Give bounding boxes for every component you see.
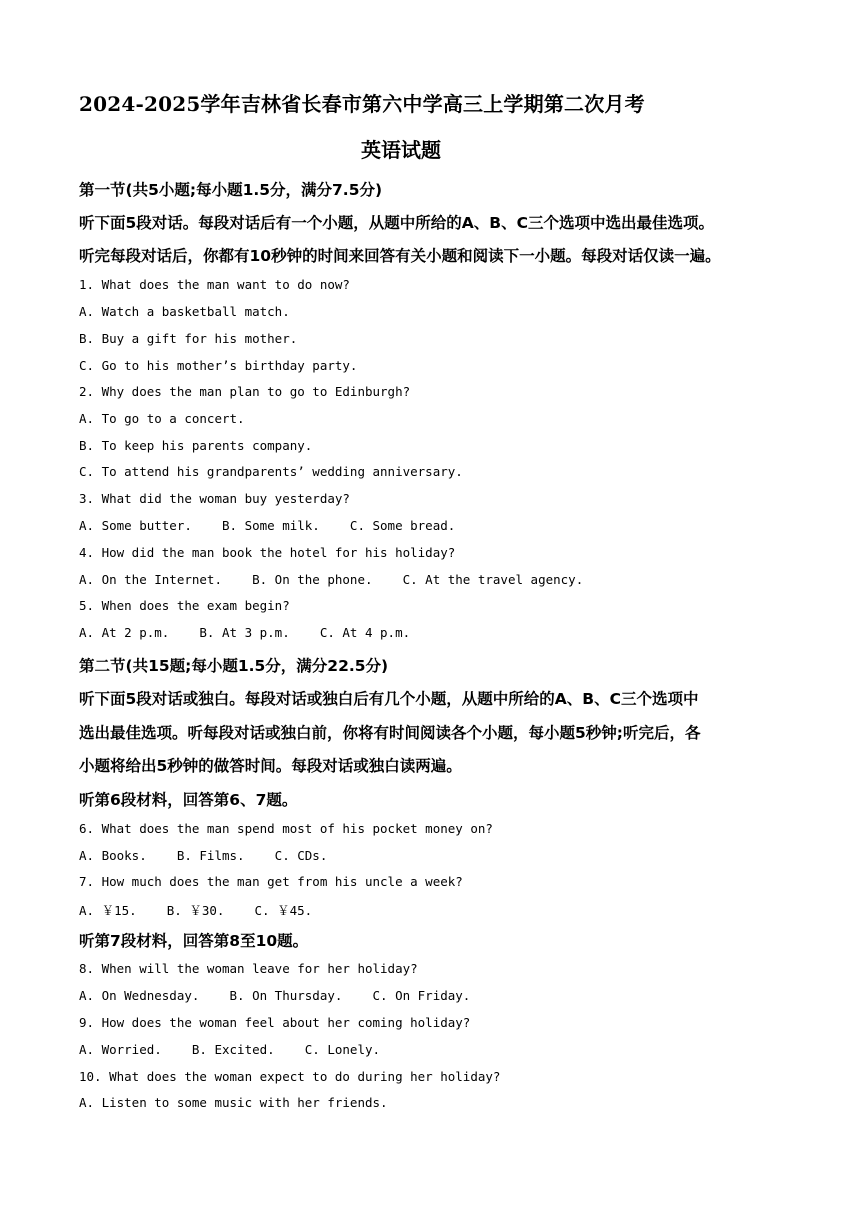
question-1-option-a: A. Watch a basketball match.: [79, 304, 290, 319]
question-3-stem: 3. What did the woman buy yesterday?: [79, 491, 350, 506]
question-8-options: A. On Wednesday. B. On Thursday. C. On Friday.: [79, 988, 471, 1003]
question-6-stem: 6. What does the man spend most of his pocket money on?: [79, 821, 493, 836]
question-1-option-c: C. Go to his mother’s birthday party.: [79, 358, 358, 373]
question-2-option-c: C. To attend his grandparents’ wedding anniversary.: [79, 464, 463, 479]
section1-header: 第一节(共5小题;每小题1.5分，满分7.5分): [79, 181, 383, 199]
question-5-stem: 5. When does the exam begin?: [79, 598, 290, 613]
question-8-stem: 8. When will the woman leave for her holiday?: [79, 961, 418, 976]
question-1-stem: 1. What does the man want to do now?: [79, 277, 350, 292]
question-7-stem: 7. How much does the man get from his uncle a week?: [79, 874, 463, 889]
question-2-option-b: B. To keep his parents company.: [79, 438, 313, 453]
question-6-options: A. Books. B. Films. C. CDs.: [79, 848, 328, 863]
question-1-option-b: B. Buy a gift for his mother.: [79, 331, 298, 346]
question-4-stem: 4. How did the man book the hotel for his holiday?: [79, 545, 456, 560]
exam-subtitle: 英语试题: [361, 138, 441, 162]
exam-title: 2024-2025学年吉林省长春市第六中学高三上学期第二次月考: [79, 92, 645, 116]
section2-header: 第二节(共15题;每小题1.5分，满分22.5分): [79, 657, 389, 675]
question-7-options: A. ￥15. B. ￥30. C. ￥45.: [79, 903, 313, 918]
section2-instruction-1: 听下面5段对话或独白。每段对话或独白后有几个小题，从题中所给的A、B、C三个选项中: [79, 690, 699, 708]
section1-instruction-1: 听下面5段对话。每段对话后有一个小题，从题中所给的A、B、C三个选项中选出最佳选项。: [79, 214, 714, 232]
question-10-option-a: A. Listen to some music with her friends.: [79, 1095, 388, 1110]
question-10-stem: 10. What does the woman expect to do during her holiday?: [79, 1069, 501, 1084]
material-7-heading: 听第7段材料，回答第8至10题。: [79, 932, 309, 950]
question-3-options: A. Some butter. B. Some milk. C. Some bread.: [79, 518, 456, 533]
section2-instruction-2: 选出最佳选项。听每段对话或独白前，你将有时间阅读各个小题，每小题5秒钟;听完后，各: [79, 724, 701, 742]
question-9-options: A. Worried. B. Excited. C. Lonely.: [79, 1042, 381, 1057]
question-4-options: A. On the Internet. B. On the phone. C. At the travel agency.: [79, 572, 584, 587]
section1-instruction-2: 听完每段对话后，你都有10秒钟的时间来回答有关小题和阅读下一小题。每段对话仅读一遍。: [79, 247, 721, 265]
question-5-options: A. At 2 p.m. B. At 3 p.m. C. At 4 p.m.: [79, 625, 411, 640]
question-2-option-a: A. To go to a concert.: [79, 411, 245, 426]
material-6-heading: 听第6段材料，回答第6、7题。: [79, 791, 298, 809]
question-2-stem: 2. Why does the man plan to go to Edinburgh?: [79, 384, 411, 399]
section2-instruction-3: 小题将给出5秒钟的做答时间。每段对话或独白读两遍。: [79, 757, 462, 775]
question-9-stem: 9. How does the woman feel about her coming holiday?: [79, 1015, 471, 1030]
